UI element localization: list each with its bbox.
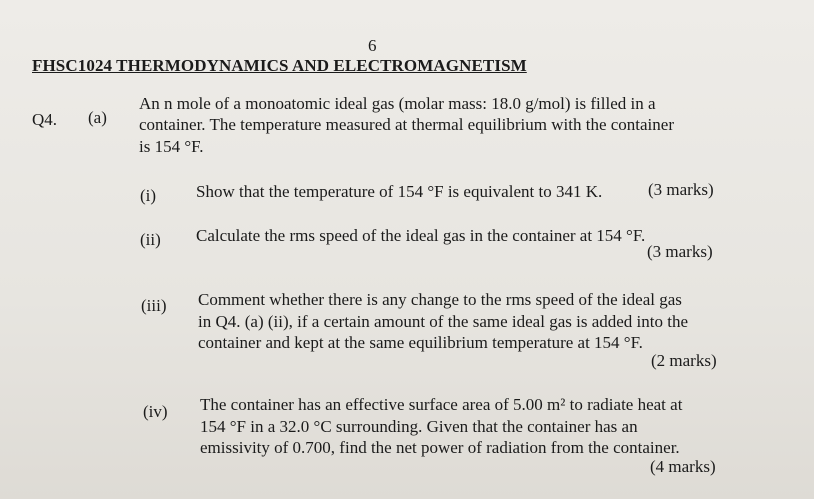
subpart-marks: (3 marks) xyxy=(648,180,714,199)
subpart-text: Comment whether there is any change to the rms speed of the ideal gas xyxy=(198,290,682,309)
subpart-marks: (4 marks) xyxy=(650,457,716,476)
subpart-text: 154 °F in a 32.0 °C surrounding. Given that the container has an xyxy=(200,417,638,436)
subpart-text: container and kept at the same equilibrium temperature at 154 °F. xyxy=(198,333,643,352)
subpart-marks: (2 marks) xyxy=(651,351,717,370)
subpart-label: (ii) xyxy=(140,230,161,249)
subpart-text: The container has an effective surface area of 5.00 m² to radiate heat at xyxy=(200,395,683,414)
intro-line: container. The temperature measured at thermal equilibrium with the container xyxy=(139,115,674,134)
question-number: Q4. xyxy=(32,110,58,129)
page-number: 6 xyxy=(368,36,377,55)
subpart-label: (iv) xyxy=(143,402,168,421)
subpart-marks: (3 marks) xyxy=(647,242,713,261)
subpart-text: in Q4. (a) (ii), if a certain amount of the same ideal gas is added into the xyxy=(198,312,689,331)
question-part-label: (a) xyxy=(88,108,107,127)
subpart-text: Calculate the rms speed of the ideal gas in the container at 154 °F. xyxy=(196,226,646,245)
course-header: FHSC1024 THERMODYNAMICS AND ELECTROMAGNETISM xyxy=(32,56,527,75)
subpart-label: (iii) xyxy=(141,296,167,315)
subpart-text: emissivity of 0.700, find the net power of radiation from the container. xyxy=(200,438,680,457)
intro-line: is 154 °F. xyxy=(139,137,204,156)
subpart-text: Show that the temperature of 154 °F is equivalent to 341 K. xyxy=(196,182,603,201)
intro-line: An n mole of a monoatomic ideal gas (molar mass: 18.0 g/mol) is filled in a xyxy=(139,94,656,113)
subpart-label: (i) xyxy=(140,186,157,205)
